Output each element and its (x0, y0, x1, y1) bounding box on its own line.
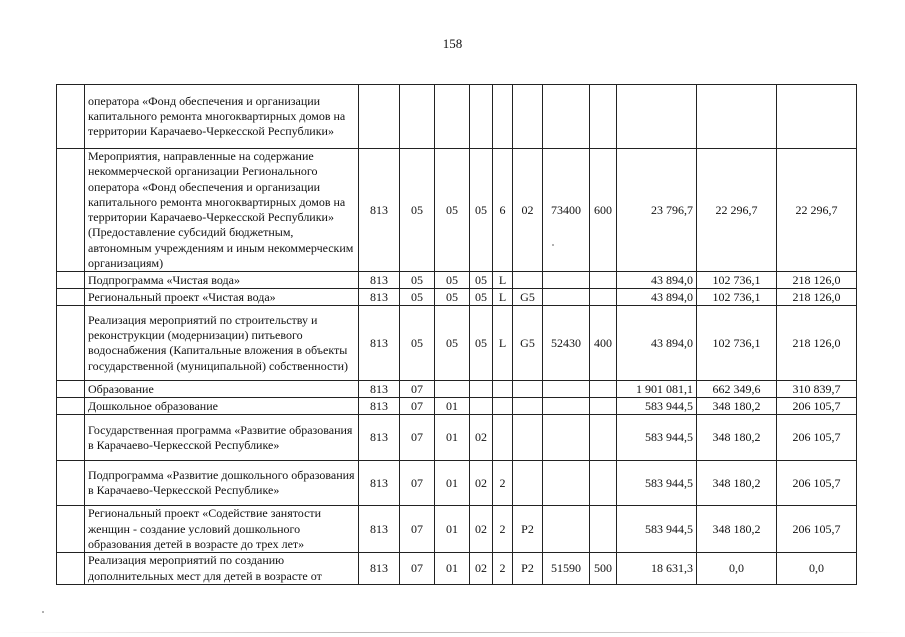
code-direction-cell (543, 85, 590, 149)
scan-speck (42, 611, 44, 613)
code-subprogram-cell: L (493, 306, 513, 381)
code-section-cell: 05 (400, 306, 435, 381)
code-section-cell: 07 (400, 381, 435, 398)
code-program-cell: 05 (470, 289, 493, 306)
code-expense-type-cell (590, 289, 617, 306)
row-number-cell (57, 149, 85, 272)
row-number-cell (57, 85, 85, 149)
code-section-cell: 05 (400, 289, 435, 306)
code-subprogram-cell: 2 (493, 461, 513, 506)
table-row (57, 415, 857, 461)
row-number-cell (57, 272, 85, 289)
code-subsection-cell (435, 85, 470, 149)
amount-year1-cell (617, 85, 697, 149)
code-subsection-cell: 05 (435, 272, 470, 289)
amount-year2-cell: 22 296,7 (697, 149, 777, 272)
amount-year2-cell: 348 180,2 (697, 461, 777, 506)
table-row (57, 461, 857, 506)
code-expense-type-cell (590, 461, 617, 506)
row-name-cell: Государственная программа «Развитие образования в Карачаево-Черкесской Республике» (85, 415, 359, 461)
amount-year1-cell: 43 894,0 (617, 306, 697, 381)
amount-year1-cell: 1 901 081,1 (617, 381, 697, 398)
code-subsection-cell (435, 381, 470, 398)
code-program-cell: 02 (470, 461, 493, 506)
row-name-cell: Региональный проект «Чистая вода» (85, 289, 359, 306)
code-subprogram-cell: 2 (493, 506, 513, 553)
code-gov-cell: 813 (359, 381, 400, 398)
amount-year1-cell: 583 944,5 (617, 461, 697, 506)
code-section-cell: 05 (400, 149, 435, 272)
code-subprogram-cell: 2 (493, 553, 513, 585)
code-main-event-cell: G5 (513, 306, 543, 381)
code-program-cell: 05 (470, 149, 493, 272)
code-expense-type-cell (590, 415, 617, 461)
code-expense-type-cell (590, 506, 617, 553)
row-number-cell (57, 381, 85, 398)
code-section-cell: 07 (400, 415, 435, 461)
code-expense-type-cell (590, 272, 617, 289)
amount-year1-cell: 583 944,5 (617, 398, 697, 415)
row-number-cell (57, 553, 85, 585)
amount-year3-cell: 206 105,7 (777, 415, 857, 461)
code-subprogram-cell (493, 381, 513, 398)
code-program-cell (470, 85, 493, 149)
code-main-event-cell: P2 (513, 506, 543, 553)
amount-year3-cell: 218 126,0 (777, 289, 857, 306)
code-main-event-cell (513, 415, 543, 461)
amount-year1-cell: 18 631,3 (617, 553, 697, 585)
code-subsection-cell: 01 (435, 398, 470, 415)
amount-year1-cell: 583 944,5 (617, 415, 697, 461)
code-direction-cell (543, 415, 590, 461)
amount-year1-cell: 43 894,0 (617, 289, 697, 306)
code-gov-cell: 813 (359, 553, 400, 585)
row-number-cell (57, 398, 85, 415)
code-direction-cell: 51590 (543, 553, 590, 585)
row-name-cell: оператора «Фонд обеспечения и организации капитального ремонта многоквартирных домов на территории Карачаево-Черкесской Республики» (85, 85, 359, 149)
code-section-cell (400, 85, 435, 149)
code-direction-cell (543, 506, 590, 553)
code-program-cell: 02 (470, 553, 493, 585)
code-direction-cell: 52430 (543, 306, 590, 381)
code-main-event-cell (513, 85, 543, 149)
code-direction-cell (543, 272, 590, 289)
row-name-cell: Дошкольное образование (85, 398, 359, 415)
code-program-cell (470, 381, 493, 398)
code-main-event-cell (513, 398, 543, 415)
code-subprogram-cell: L (493, 289, 513, 306)
amount-year3-cell: 206 105,7 (777, 398, 857, 415)
amount-year2-cell: 102 736,1 (697, 289, 777, 306)
table-row (57, 272, 857, 289)
scan-speck (552, 244, 554, 246)
amount-year3-cell (777, 85, 857, 149)
code-gov-cell: 813 (359, 461, 400, 506)
row-number-cell (57, 461, 85, 506)
amount-year3-cell: 218 126,0 (777, 306, 857, 381)
code-main-event-cell: P2 (513, 553, 543, 585)
amount-year2-cell: 0,0 (697, 553, 777, 585)
row-name-cell: Реализация мероприятий по строительству и реконструкции (модернизации) питьевого водоснабжения (Капитальные вложения в объекты государственной (муниципальной) собственности) (85, 306, 359, 381)
amount-year2-cell: 102 736,1 (697, 306, 777, 381)
amount-year3-cell: 0,0 (777, 553, 857, 585)
code-subsection-cell: 05 (435, 306, 470, 381)
code-expense-type-cell (590, 85, 617, 149)
code-subprogram-cell (493, 85, 513, 149)
code-subsection-cell: 01 (435, 553, 470, 585)
table-row (57, 306, 857, 381)
code-gov-cell: 813 (359, 289, 400, 306)
page-number: 158 (442, 36, 463, 51)
code-program-cell: 02 (470, 415, 493, 461)
row-name-cell: Мероприятия, направленные на содержание некоммерческой организации Регионального оператора «Фонд обеспечения и организации капитального ремонта многоквартирных домов на территории Карачаево-Черкесской Республики» (Предоставление субсидий бюджетным, автономным учреждениям и иным некоммерческим организациям) (85, 149, 359, 272)
code-direction-cell (543, 289, 590, 306)
table-row (57, 553, 857, 585)
code-main-event-cell: 02 (513, 149, 543, 272)
code-section-cell: 05 (400, 272, 435, 289)
row-name-cell: Образование (85, 381, 359, 398)
code-gov-cell: 813 (359, 398, 400, 415)
code-expense-type-cell: 400 (590, 306, 617, 381)
code-main-event-cell (513, 461, 543, 506)
amount-year2-cell: 662 349,6 (697, 381, 777, 398)
code-subsection-cell: 01 (435, 415, 470, 461)
code-subprogram-cell: 6 (493, 149, 513, 272)
row-number-cell (57, 415, 85, 461)
code-gov-cell: 813 (359, 306, 400, 381)
code-direction-cell (543, 381, 590, 398)
code-gov-cell (359, 85, 400, 149)
code-section-cell: 07 (400, 553, 435, 585)
amount-year3-cell: 206 105,7 (777, 461, 857, 506)
row-name-cell: Подпрограмма «Чистая вода» (85, 272, 359, 289)
code-program-cell: 05 (470, 306, 493, 381)
table-row (57, 289, 857, 306)
table-row (57, 381, 857, 398)
table-row (57, 506, 857, 553)
amount-year2-cell (697, 85, 777, 149)
code-gov-cell: 813 (359, 415, 400, 461)
code-gov-cell: 813 (359, 272, 400, 289)
code-subsection-cell: 05 (435, 149, 470, 272)
row-number-cell (57, 506, 85, 553)
code-program-cell: 05 (470, 272, 493, 289)
code-direction-cell: 73400 (543, 149, 590, 272)
row-name-cell: Реализация мероприятий по созданию дополнительных мест для детей в возрасте от (85, 553, 359, 585)
table-row (57, 149, 857, 272)
code-gov-cell: 813 (359, 506, 400, 553)
amount-year1-cell: 23 796,7 (617, 149, 697, 272)
amount-year2-cell: 348 180,2 (697, 506, 777, 553)
code-subsection-cell: 01 (435, 506, 470, 553)
code-main-event-cell: G5 (513, 289, 543, 306)
code-main-event-cell (513, 381, 543, 398)
code-direction-cell (543, 461, 590, 506)
code-main-event-cell (513, 272, 543, 289)
row-name-cell: Региональный проект «Содействие занятости женщин - создание условий дошкольного образования детей в возрасте до трех лет» (85, 506, 359, 553)
amount-year2-cell: 348 180,2 (697, 415, 777, 461)
budget-table (56, 84, 857, 585)
code-subsection-cell: 01 (435, 461, 470, 506)
amount-year2-cell: 348 180,2 (697, 398, 777, 415)
row-number-cell (57, 289, 85, 306)
code-program-cell: 02 (470, 506, 493, 553)
code-expense-type-cell (590, 398, 617, 415)
code-expense-type-cell (590, 381, 617, 398)
code-expense-type-cell: 500 (590, 553, 617, 585)
code-gov-cell: 813 (359, 149, 400, 272)
code-section-cell: 07 (400, 398, 435, 415)
page-fold-line (0, 632, 905, 633)
amount-year3-cell: 22 296,7 (777, 149, 857, 272)
row-number-cell (57, 306, 85, 381)
table-row (57, 398, 857, 415)
amount-year1-cell: 43 894,0 (617, 272, 697, 289)
amount-year3-cell: 310 839,7 (777, 381, 857, 398)
code-subprogram-cell (493, 398, 513, 415)
amount-year1-cell: 583 944,5 (617, 506, 697, 553)
table-row (57, 85, 857, 149)
code-section-cell: 07 (400, 461, 435, 506)
code-subprogram-cell (493, 415, 513, 461)
code-program-cell (470, 398, 493, 415)
amount-year3-cell: 206 105,7 (777, 506, 857, 553)
amount-year3-cell: 218 126,0 (777, 272, 857, 289)
row-name-cell: Подпрограмма «Развитие дошкольного образования в Карачаево-Черкесской Республике» (85, 461, 359, 506)
code-direction-cell (543, 398, 590, 415)
code-expense-type-cell: 600 (590, 149, 617, 272)
code-subsection-cell: 05 (435, 289, 470, 306)
code-section-cell: 07 (400, 506, 435, 553)
code-subprogram-cell: L (493, 272, 513, 289)
amount-year2-cell: 102 736,1 (697, 272, 777, 289)
